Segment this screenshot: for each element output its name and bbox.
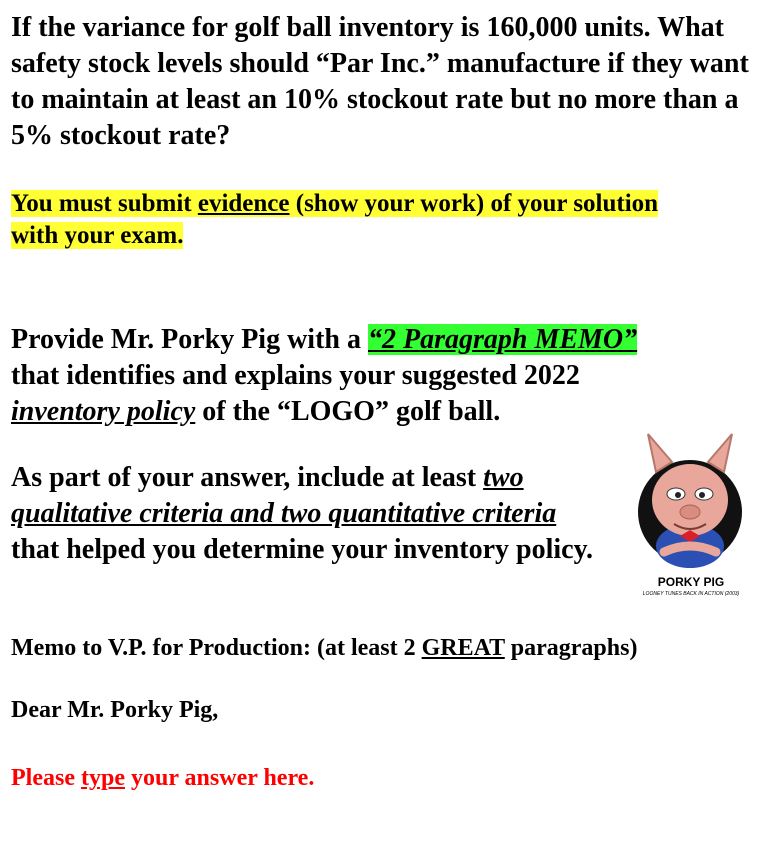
- greeting: Dear Mr. Porky Pig,: [11, 697, 219, 723]
- answer-lead: Please: [11, 765, 81, 791]
- image-caption: PORKY PIG: [657, 575, 725, 589]
- memo-line3-rest: of the “LOGO” golf ball.: [195, 396, 501, 427]
- production-lead: Memo to V.P. for Production: (at least 2: [11, 635, 422, 661]
- criteria-rest: that helped you determine your inventory policy.: [11, 534, 594, 565]
- production-rest: paragraphs): [504, 635, 638, 661]
- memo-lead: Provide Mr. Porky Pig with a: [11, 324, 368, 355]
- answer-rest: your answer here.: [124, 765, 315, 791]
- criteria-text: qualitative criteria and two quantitative criteria: [11, 498, 557, 529]
- evidence-line2: with your exam.: [11, 222, 184, 249]
- image-subcaption: LOONEY TUNES BACK IN ACTION (2003): [642, 591, 740, 597]
- memo-instruction: [11, 322, 771, 430]
- production-memo-heading: [11, 632, 637, 664]
- evidence-instruction: [11, 188, 751, 252]
- memo-label: “2 Paragraph MEMO”: [367, 324, 638, 355]
- criteria-instruction: [11, 460, 631, 568]
- criteria-two: two: [483, 462, 524, 493]
- answer-placeholder[interactable]: [11, 762, 314, 794]
- criteria-lead: As part of your answer, include at least: [11, 462, 484, 493]
- question-text: If the variance for golf ball inventory is 160,000 units. What safety stock levels should “Par Inc.” manufacture if they want to maintain at least an 10% stockout rate but no more than a 5% stockout rate?: [11, 12, 749, 151]
- evidence-before: You must submit: [11, 190, 198, 217]
- porky-pig-icon: [628, 428, 754, 573]
- memo-line2: that identifies and explains your suggested 2022: [11, 360, 580, 391]
- answer-type: type: [80, 765, 125, 791]
- porky-pig-image: [628, 428, 754, 603]
- production-great: GREAT: [421, 635, 505, 661]
- evidence-word: evidence: [197, 190, 290, 217]
- evidence-after: (show your work) of your solution: [289, 190, 659, 217]
- inventory-policy-text: inventory policy: [11, 396, 196, 427]
